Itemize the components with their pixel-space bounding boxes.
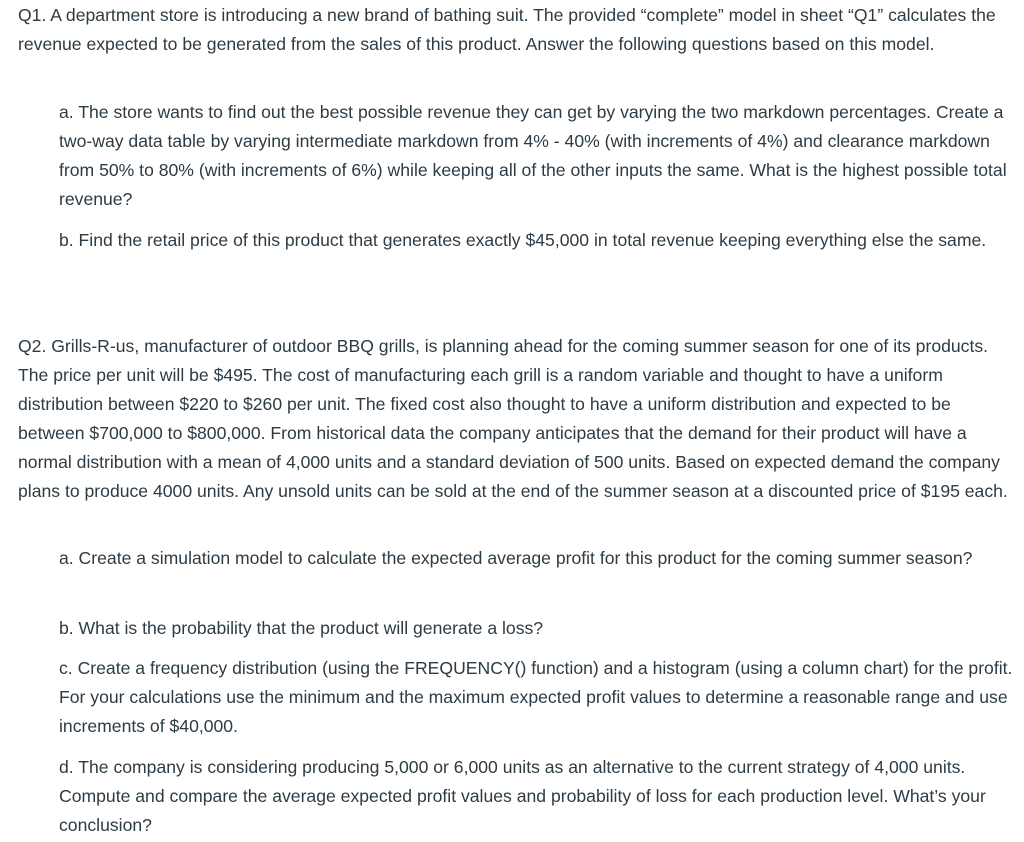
question-2-part-c: c. Create a frequency distribution (using the FREQUENCY() function) and a histogram (using a column chart) for the profit. For your calculations use the minimum and the maximum expected profit values to determine a reasonable range and use increments of $40,000. (59, 658, 1013, 736)
question-1-part-b: b. Find the retail price of this product that generates exactly $45,000 in total revenue keeping everything else the same. (59, 230, 987, 250)
question-2-part-a: a. Create a simulation model to calculate the expected average profit for this product for the coming summer season? (59, 548, 973, 568)
question-1-intro: Q1. A department store is introducing a new brand of bathing suit. The provided “complete” model in sheet “Q1” calculates the revenue expected to be generated from the sales of this product. Answer the following questions based on this model. (18, 5, 996, 54)
question-2-part-d: d. The company is considering producing 5,000 or 6,000 units as an alternative to the current strategy of 4,000 units. Compute and compare the average expected profit values and probability of loss for each production level. What’s your conclusion? (59, 757, 986, 835)
question-2-intro: Q2. Grills-R-us, manufacturer of outdoor BBQ grills, is planning ahead for the coming summer season for one of its products. The price per unit will be $495. The cost of manufacturing each grill is a random variable and thought to have a uniform distribution between $220 to $260 per unit. The fixed cost also thought to have a uniform distribution and expected to be between $700,000 to $800,000. From historical data the company anticipates that the demand for their product will have a normal distribution with a mean of 4,000 units and a standard deviation of 500 units. Based on expected demand the company plans to produce 4000 units. Any unsold units can be sold at the end of the summer season at a discounted price of $195 each. (18, 336, 1008, 501)
question-1-part-a: a. The store wants to find out the best possible revenue they can get by varying the two markdown percentages. Create a two-way data table by varying intermediate markdown from 4% - 40% (with increments of 4%) and clearance markdown from 50% to 80% (with increments of 6%) while keeping all of the other inputs the same. What is the highest possible total revenue? (59, 102, 1007, 209)
question-2-part-b: b. What is the probability that the product will generate a loss? (59, 618, 544, 638)
